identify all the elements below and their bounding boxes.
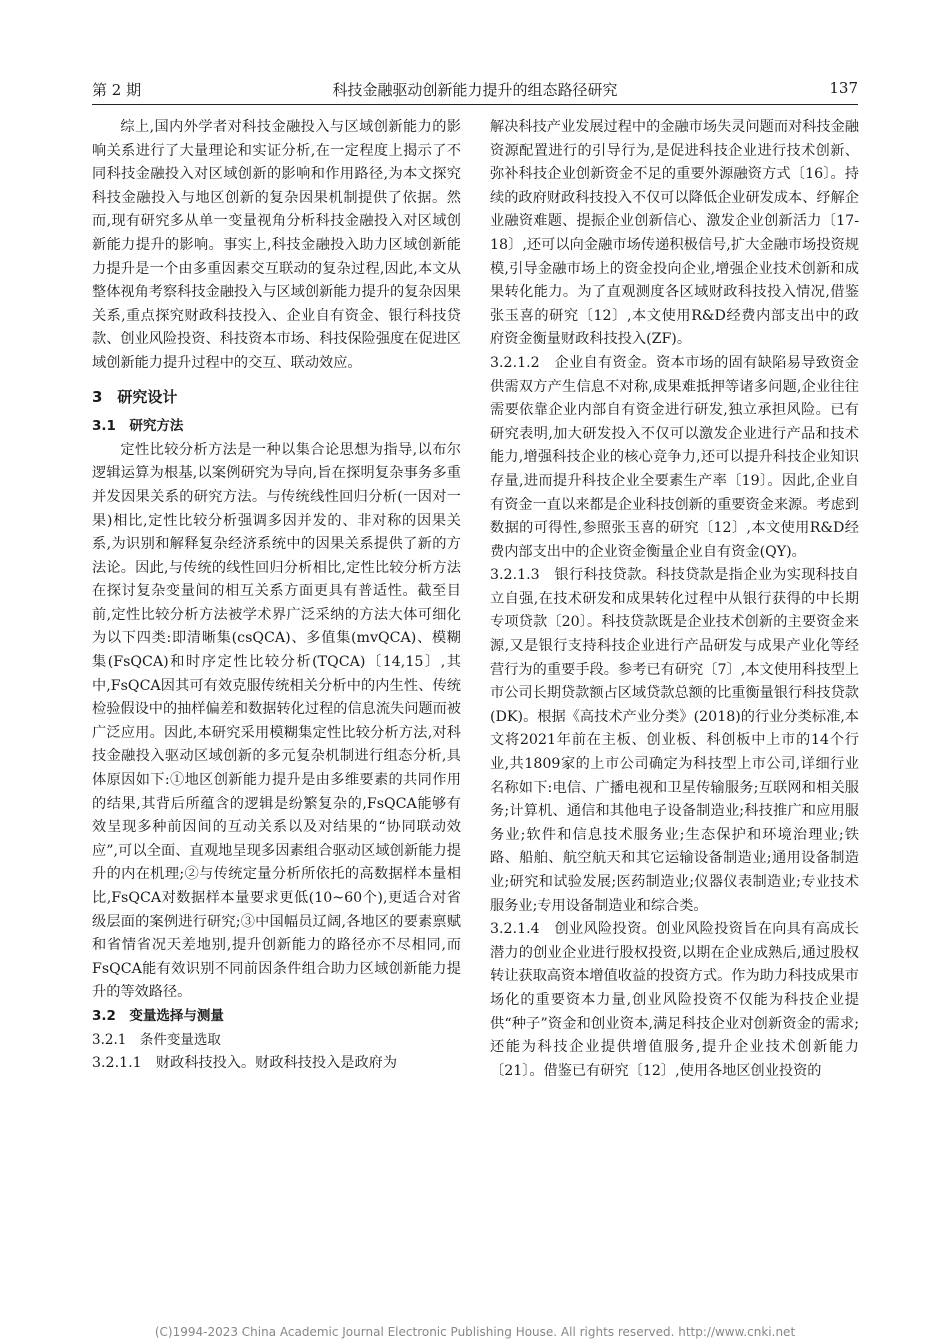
paragraph-3-2-1-1-continued: 解决科技产业发展过程中的金融市场失灵问题而对科技金融资源配置进行的引导行为,是促进科技企业进行技术创新、弥补科技企业创新资金不足的重要外源融资方式〔16〕。持续的政府财政科技投入不仅可以降低企业研发成本、纾解企业融资难题、提振企业创新信心、激发企业创新活力〔17-18〕,还可以向金融市场传递积极信号,扩大金融市场投资规模,引导金融市场上的资金投向企业,增强企业技术创新和成果转化能力。为了直观测度各区域财政科技投入情况,借鉴张玉喜的研究〔12〕,本文使用R&D经费内部支出中的政府资金衡量财政科技投入(ZF)。 [490,119,859,348]
copyright-footer: (C)1994-2023 China Academic Journal Electronic Publishing House. All rights reserved. http://www.cnki.net [154,1325,796,1339]
section-3-heading: 3 研究设计 [92,387,178,406]
right-column [490,116,859,1083]
left-column [92,116,461,1076]
paragraph-3-2-1-4: 3.2.1.4 创业风险投资。创业风险投资旨在向具有高成长潜力的创业企业进行股权投资,以期在企业成熟后,通过股权转让获取高资本增值收益的投资方式。作为助力科技成果市场化的重要资本力量,创业风险投资不仅能为科技企业提供“种子”资金和创业资本,满足科技企业对创新资金的需求;还能为科技企业提供增值服务,提升企业技术创新能力〔21〕。借鉴已有研究〔12〕,使用各地区创业投资的 [490,921,859,1079]
page-header [92,76,858,105]
section-3-2-1-heading: 3.2.1 条件变量选取 [92,1031,221,1048]
page-number: 137 [829,79,858,97]
method-paragraph: 定性比较分析方法是一种以集合论思想为指导,以布尔逻辑运算为根基,以案例研究为导向,旨在探明复杂事务多重并发因果关系的研究方法。与传统线性回归分析(一因对一果)相比,定性比较分析强调多因并发的、非对称的因果关系,为识别和解释复杂经济系统中的因果关系提供了新的方法论。因此,与传统的线性回归分析相比,定性比较分析方法在探讨复杂变量间的相互关系方面更具有普适性。截至目前,定性比较分析方法被学术界广泛采纳的方法大体可细化为以下四类:即清晰集(csQCA)、多值集(mvQCA)、模糊集(FsQCA)和时序定性比较分析(TQCA)〔14,15〕,其中,FsQCA因其可有效克服传统相关分析中的内生性、传统检验假设中的抽样偏差和数据转化过程的信息流失问题而被广泛应用。因此,本研究采用模糊集定性比较分析方法,对科技金融投入驱动区域创新的多元复杂机制进行组态分析,具体原因如下:①地区创新能力提升是由多维要素的共同作用的结果,其背后所蕴含的逻辑是纷繁复杂的,FsQCA能够有效呈现多种前因间的互动关系以及对结果的“协同联动效应”,可以全面、直观地呈现多因素组合驱动区域创新能力提升的内在机理;②与传统定量分析所依托的高数据样本量相比,FsQCA对数据样本量要求更低(10~60个),更适合对省级层面的案例进行研究;③中国幅员辽阔,各地区的要素禀赋和省情省况天差地别,提升创新能力的路径亦不尽相同,而FsQCA能有效识别不同前因条件组合助力区域创新能力提升的等效路径。 [92,441,461,1001]
running-title: 科技金融驱动创新能力提升的组态路径研究 [332,81,618,99]
paragraph-3-2-1-3: 3.2.1.3 银行科技贷款。科技贷款是指企业为实现科技自立自强,在技术研发和成果转化过程中从银行获得的中长期专项贷款〔20〕。科技贷款既是企业技术创新的主要资金来源,又是银行支持科技企业进行产品研发与成果产业化等经营行为的重要手段。参考已有研究〔7〕,本文使用科技型上市公司长期贷款额占区域贷款总额的比重衡量银行科技贷款(DK)。根据《高技术产业分类》(2018)的行业分类标准,本文将2021年前在主板、创业板、科创板中上市的14个行业,共1809家的上市公司确定为科技型上市公司,详细行业名称如下:电信、广播电视和卫星传输服务;互联网和相关服务;计算机、通信和其他电子设备制造业;科技推广和应用服务业;软件和信息技术服务业;生态保护和环境治理业;铁路、船舶、航空航天和其它运输设备制造业;通用设备制造业;研究和试验发展;医药制造业;仪器仪表制造业;专业技术服务业;专用设备制造业和综合类。 [490,567,859,914]
paragraph-3-2-1-1: 3.2.1.1 财政科技投入。财政科技投入是政府为 [92,1055,398,1072]
section-3-2-heading: 3.2 变量选择与测量 [92,1007,224,1024]
intro-paragraph: 综上,国内外学者对科技金融投入与区域创新能力的影响关系进行了大量理论和实证分析,在一定程度上揭示了不同科技金融投入对区域创新的影响和作用路径,为本文探究科技金融投入与地区创新的复杂因果机制提供了依据。然而,现有研究多从单一变量视角分析科技金融投入对区域创新能力提升的影响。事实上,科技金融投入助力区域创新能力提升是一个由多重因素交互联动的复杂过程,因此,本文从整体视角考察科技金融投入与区域创新能力提升的复杂因果关系,重点探究财政科技投入、企业自有资金、银行科技贷款、创业风险投资、科技资本市场、科技保险强度在促进区域创新能力提升过程中的交互、联动效应。 [92,119,461,371]
section-3-1-heading: 3.1 研究方法 [92,418,184,435]
issue-number: 第 2 期 [92,81,142,99]
paragraph-3-2-1-2: 3.2.1.2 企业自有资金。资本市场的固有缺陷易导致资金供需双方产生信息不对称,成果难抵押等诸多问题,企业往往需要依靠企业内部自有资金进行研发,独立承担风险。已有研究表明,加大研发投入不仅可以激发企业进行产品和技术能力,增强科技企业的核心竞争力,还可以提升科技企业知识存量,进而提升科技企业全要素生产率〔19〕。因此,企业自有资金一直以来都是企业科技创新的重要资金来源。考虑到数据的可得性,参照张玉喜的研究〔12〕,本文使用R&D经费内部支出中的企业资金衡量企业自有资金(QY)。 [490,354,859,560]
